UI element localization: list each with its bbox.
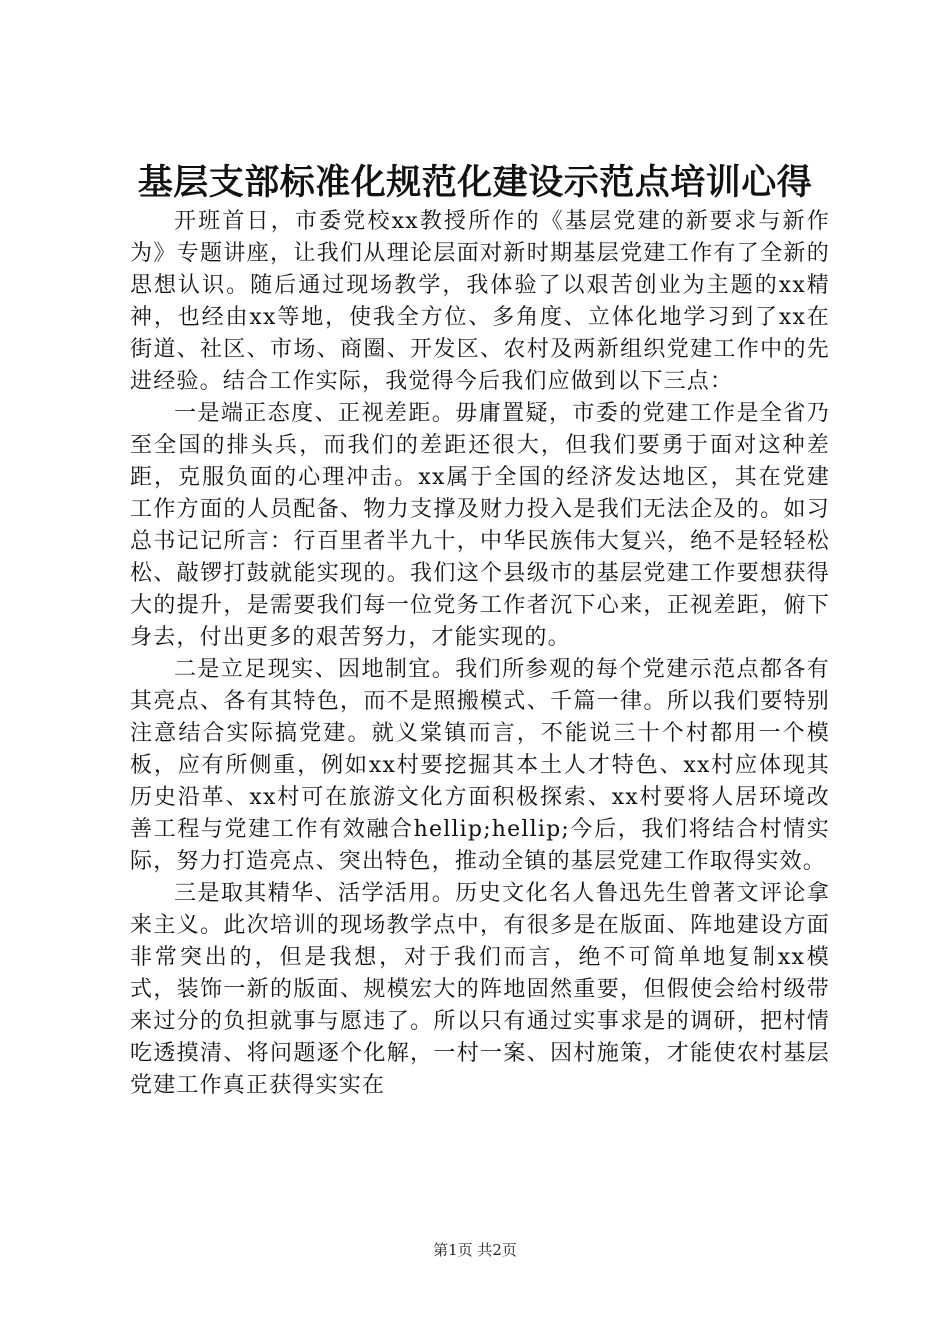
paragraph-intro: 开班首日，市委党校xx教授所作的《基层党建的新要求与新作为》专题讲座，让我们从理论层面对新时期基层党建工作有了全新的思想认识。随后通过现场教学，我体验了以艰苦创业为主题的xx精神，也经由xx等地，使我全方位、多角度、立体化地学习到了xx在街道、社区、市场、商圈、开发区、农村及两新组织党建工作中的先进经验。结合工作实际，我觉得今后我们应做到以下三点：: [130, 209, 830, 394]
paragraph-point-one: 一是端正态度、正视差距。毋庸置疑，市委的党建工作是全省乃至全国的排头兵，而我们的差距还很大，但我们要勇于面对这种差距，克服负面的心理冲击。xx属于全国的经济发达地区，其在党建工作方面的人员配备、物力支撑及财力投入是我们无法企及的。如习总书记记所言：行百里者半九十，中华民族伟大复兴，绝不是轻轻松松、敲锣打鼓就能实现的。我们这个县级市的基层党建工作要想获得大的提升，是需要我们每一位党务工作者沉下心来，正视差距，俯下身去，付出更多的艰苦努力，才能实现的。: [130, 401, 830, 650]
document-body: [130, 206, 830, 1102]
paragraph-point-three: 三是取其精华、活学活用。历史文化名人鲁迅先生曾著文评论拿来主义。此次培训的现场教学点中，有很多是在版面、阵地建设方面非常突出的，但是我想，对于我们而言，绝不可简单地复制xx模式，装饰一新的版面、规模宏大的阵地固然重要，但假使会给村级带来过分的负担就事与愿违了。所以只有通过实事求是的调研，把村情吃透摸清、将问题逐个化解，一村一案、因村施策，才能使农村基层党建工作真正获得实实在: [130, 881, 830, 1098]
page-number-footer: 第1页 共2页: [433, 1241, 517, 1259]
paragraph-point-two: 二是立足现实、因地制宜。我们所参观的每个党建示范点都各有其亮点、各有其特色，而不是照搬模式、千篇一律。所以我们要特别注意结合实际搞党建。就义棠镇而言，不能说三十个村都用一个模板，应有所侧重，例如xx村要挖掘其本土人才特色、xx村应体现其历史沿革、xx村可在旅游文化方面积极探索、xx村要将人居环境改善工程与党建工作有效融合hellip;hellip;今后，我们将结合村情实际，努力打造亮点、突出特色，推动全镇的基层党建工作取得实效。: [130, 657, 830, 874]
document-title: 基层支部标准化规范化建设示范点培训心得: [137, 163, 813, 203]
